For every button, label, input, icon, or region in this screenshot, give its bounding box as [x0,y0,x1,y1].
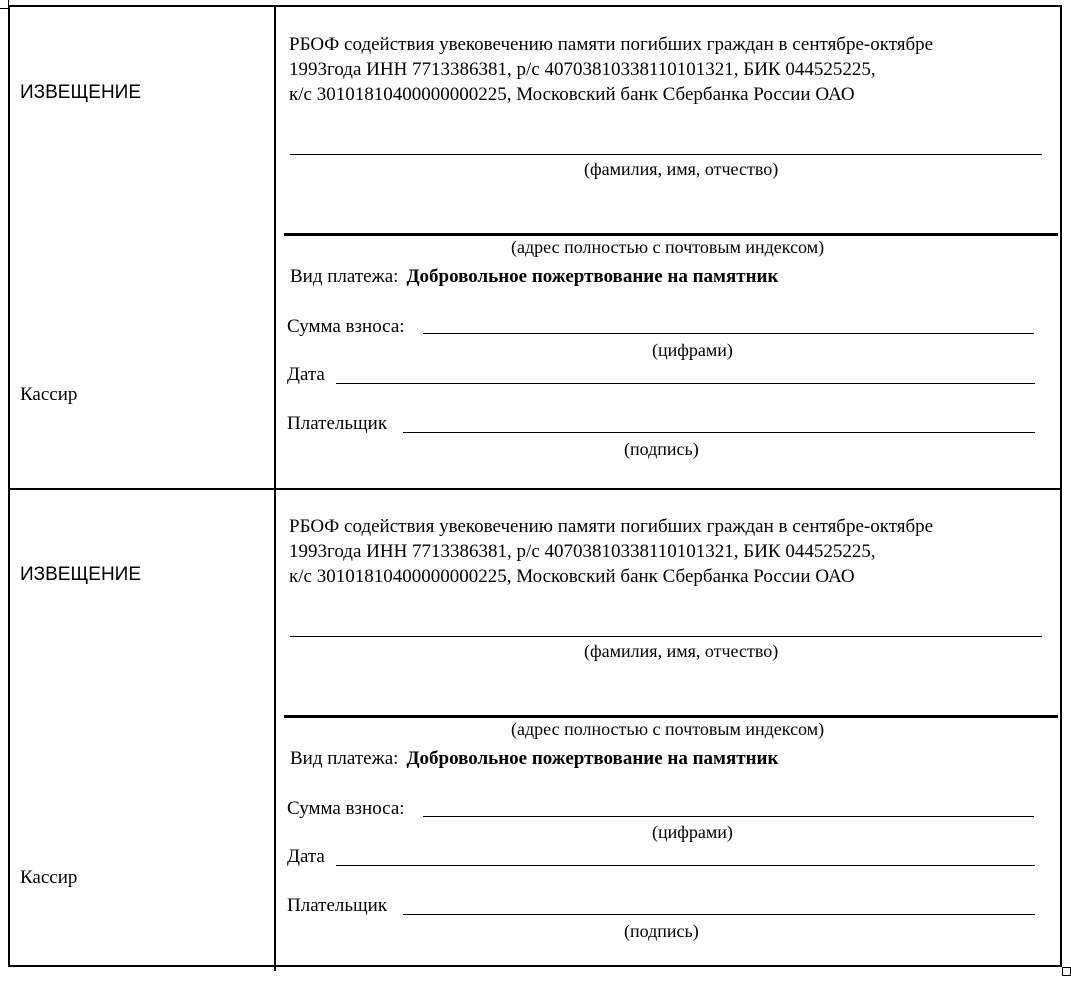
cashier-label: Кассир [20,867,78,888]
notice-label: ИЗВЕЩЕНИЕ [20,564,142,585]
recipient-details [289,514,1059,589]
fio-line[interactable] [290,154,1042,155]
address-caption: (адрес полностью с почтовым индексом) [511,719,825,739]
fio-line[interactable] [290,636,1042,637]
payment-notice-form [8,5,1062,967]
date-label: Дата [287,846,325,867]
notice-section [10,7,1060,488]
payment-type [290,266,778,288]
date-input-line[interactable] [336,383,1035,384]
signature-caption: (подпись) [624,439,699,459]
payer-label: Плательщик [287,895,388,916]
recipient-line: 1993года ИНН 7713386381, р/с 40703810338110101321, БИК 044525225, [289,541,876,562]
payment-type-label: Вид платежа: [290,266,399,287]
date-input-line[interactable] [336,865,1035,866]
recipient-line: к/с 30101810400000000225, Московский банк Сбербанка России ОАО [289,84,855,105]
signature-caption: (подпись) [624,921,699,941]
payer-signature-line[interactable] [403,914,1035,915]
date-label: Дата [287,364,325,385]
fio-caption: (фамилия, имя, отчество) [584,159,779,179]
recipient-line: 1993года ИНН 7713386381, р/с 40703810338110101321, БИК 044525225, [289,59,876,80]
payment-type-value: Добровольное пожертвование на памятник [406,748,779,769]
address-line[interactable] [284,715,1058,718]
address-caption: (адрес полностью с почтовым индексом) [511,237,825,257]
notice-left-column [10,7,276,488]
notice-label: ИЗВЕЩЕНИЕ [20,82,142,103]
payment-type-label: Вид платежа: [290,748,399,769]
amount-caption: (цифрами) [652,822,733,842]
receipt-section [10,488,1060,971]
fio-caption: (фамилия, имя, отчество) [584,641,779,661]
payer-label: Плательщик [287,413,388,434]
payment-type-value: Добровольное пожертвование на памятник [406,266,779,287]
cashier-label: Кассир [20,384,78,405]
payer-signature-line[interactable] [403,432,1035,433]
notice-right-column [276,7,1060,488]
amount-label: Сумма взноса: [287,316,405,337]
amount-label: Сумма взноса: [287,798,405,819]
amount-caption: (цифрами) [652,340,733,360]
amount-input-line[interactable] [423,816,1034,817]
recipient-details [289,32,1059,107]
recipient-line: РБОФ содействия увековечению памяти погибших граждан в сентябре-октябре [289,516,934,537]
amount-input-line[interactable] [423,333,1034,334]
address-line[interactable] [284,233,1058,236]
corner-mark-bottom-right [1062,967,1071,976]
recipient-line: к/с 30101810400000000225, Московский банк Сбербанка России ОАО [289,566,855,587]
recipient-line: РБОФ содействия увековечению памяти погибших граждан в сентябре-октябре [289,34,934,55]
payment-type [290,748,778,770]
receipt-left-column [10,490,276,971]
receipt-right-column [276,490,1060,971]
